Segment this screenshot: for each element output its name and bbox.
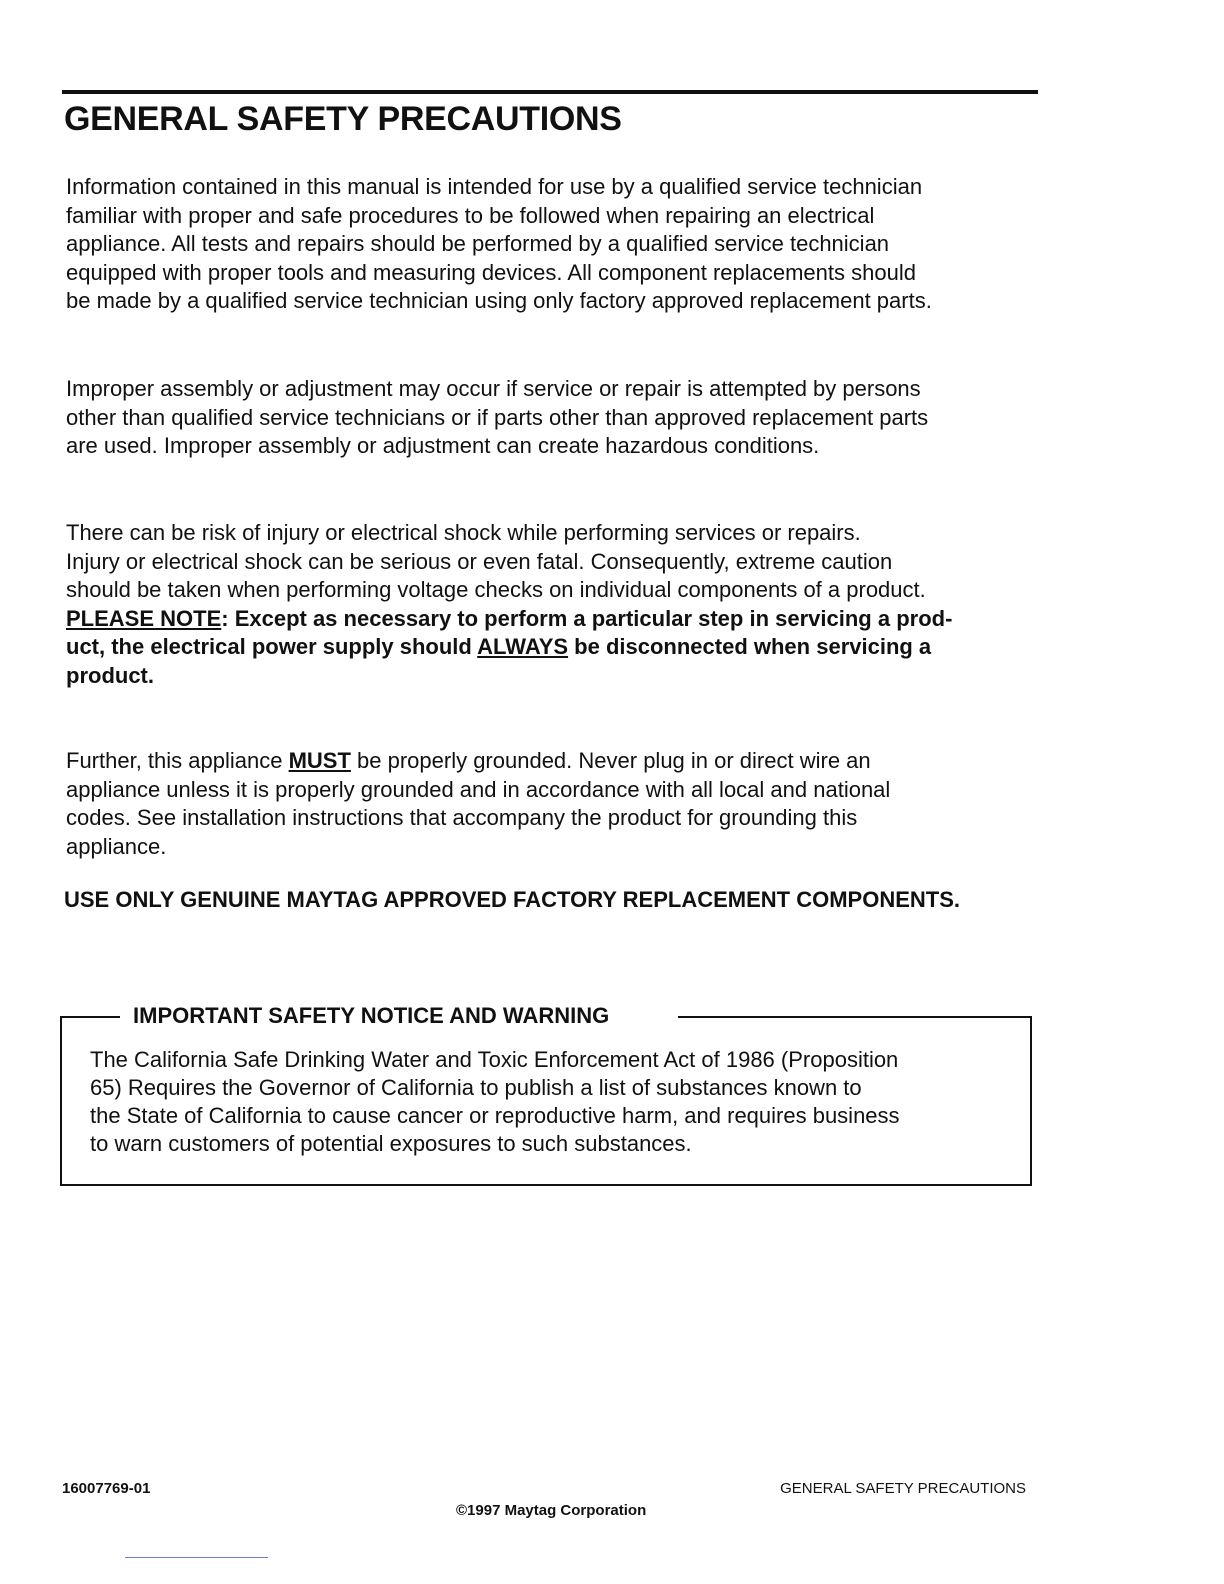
notice-line: The California Safe Drinking Water and Toxic Enforcement Act of 1986 (Proposition (90, 1047, 899, 1072)
text-line (66, 662, 952, 691)
text-segment: Further, this appliance (66, 748, 289, 773)
text-line (66, 519, 952, 548)
text-segment: appliance unless it is properly grounded and in accordance with all local and national (66, 776, 891, 802)
text-line (66, 404, 928, 433)
text-line (66, 804, 890, 833)
box-border (60, 1016, 120, 1018)
text-line (66, 747, 890, 776)
paragraph-grounding (66, 747, 890, 861)
emphasis-text: PLEASE NOTE (66, 605, 222, 631)
text-line (66, 833, 890, 862)
doc-number: 16007769-01 (62, 1480, 151, 1497)
paragraph-intended-use (66, 173, 932, 316)
text-line (66, 230, 932, 259)
safety-notice-heading: IMPORTANT SAFETY NOTICE AND WARNING (133, 1003, 610, 1028)
text-segment: appliance. (66, 833, 167, 859)
text-segment: product. (66, 662, 154, 688)
paragraph-improper-assembly (66, 375, 928, 461)
text-line (66, 605, 952, 634)
safety-notice-text (90, 1046, 900, 1158)
text-segment: Improper assembly or adjustment may occur if service or repair is attempted by persons (66, 376, 921, 401)
text-segment: There can be risk of injury or electrical shock while performing services or repairs. (66, 520, 861, 545)
text-line (66, 375, 928, 404)
paragraph-shock-risk (66, 519, 952, 691)
text-line (66, 202, 932, 231)
text-line (66, 173, 932, 202)
text-segment: familiar with proper and safe procedures to be followed when repairing an electrical (66, 202, 875, 228)
header-rule (62, 90, 1038, 94)
text-segment: appliance. All tests and repairs should be performed by a qualified service technician (66, 231, 890, 257)
text-segment: Injury or electrical shock can be serious or even fatal. Consequently, extreme caution (66, 548, 893, 574)
text-line (66, 259, 932, 288)
text-line (66, 576, 952, 605)
text-segment: codes. See installation instructions that accompany the product for grounding this (66, 805, 858, 831)
scan-mark (125, 1557, 268, 1558)
text-segment: are used. Improper assembly or adjustment can create hazardous conditions. (66, 433, 820, 459)
text-segment: be made by a qualified service technician using only factory approved replacement parts. (66, 288, 932, 314)
copyright: ©1997 Maytag Corporation (456, 1502, 647, 1519)
text-segment: uct, the electrical power supply should (66, 634, 478, 660)
text-segment: be properly grounded. Never plug in or direct wire an (350, 748, 871, 773)
text-segment: be disconnected when servicing a (568, 634, 932, 660)
text-line (66, 776, 890, 805)
page-title: GENERAL SAFETY PRECAUTIONS (64, 100, 622, 138)
text-segment: Information contained in this manual is intended for use by a qualified service technician (66, 174, 923, 199)
genuine-parts-notice: USE ONLY GENUINE MAYTAG APPROVED FACTORY REPLACEMENT COMPONENTS. (64, 887, 961, 912)
notice-line: to warn customers of potential exposures to such substances. (90, 1131, 692, 1156)
emphasis-text: ALWAYS (477, 634, 569, 660)
text-line (66, 548, 952, 577)
footer-section: GENERAL SAFETY PRECAUTIONS (780, 1480, 1026, 1497)
text-segment: equipped with proper tools and measuring devices. All component replacements should (66, 259, 916, 285)
text-line (66, 633, 952, 662)
text-segment: should be taken when performing voltage checks on individual components of a product. (66, 577, 926, 603)
notice-line: the State of California to cause cancer or reproductive harm, and requires business (90, 1103, 900, 1128)
text-segment: : Except as necessary to perform a particular step in servicing a prod- (221, 605, 953, 631)
text-line (66, 287, 932, 316)
emphasis-text: MUST (288, 748, 351, 773)
notice-line: 65) Requires the Governor of California to publish a list of substances known to (90, 1075, 862, 1100)
text-line (66, 432, 928, 461)
text-segment: other than qualified service technicians or if parts other than approved replacement parts (66, 404, 929, 430)
box-border (678, 1016, 1030, 1018)
